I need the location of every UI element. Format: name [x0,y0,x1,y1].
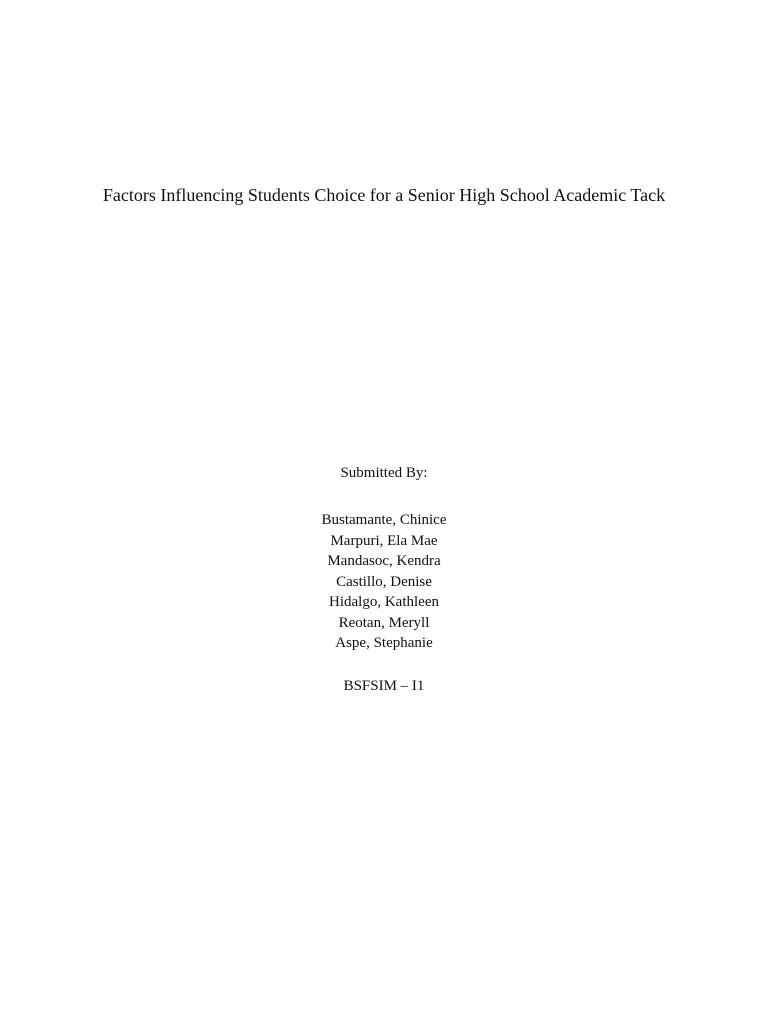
submitted-by-label: Submitted By: [340,465,428,481]
author-name: Marpuri, Ela Mae [330,532,438,549]
section-code: BSFSIM – I1 [343,678,425,694]
author-name: Reotan, Meryll [338,614,430,631]
author-name: Bustamante, Chinice [321,512,447,528]
author-list [0,510,768,654]
author-name: Aspe, Stephanie [335,635,433,651]
author-name: Mandasoc, Kendra [327,553,441,569]
author-name: Hidalgo, Kathleen [329,594,439,610]
document-title: Factors Influencing Students Choice for a Senior High School Academic Tack [102,185,666,205]
author-name: Castillo, Denise [336,573,432,590]
